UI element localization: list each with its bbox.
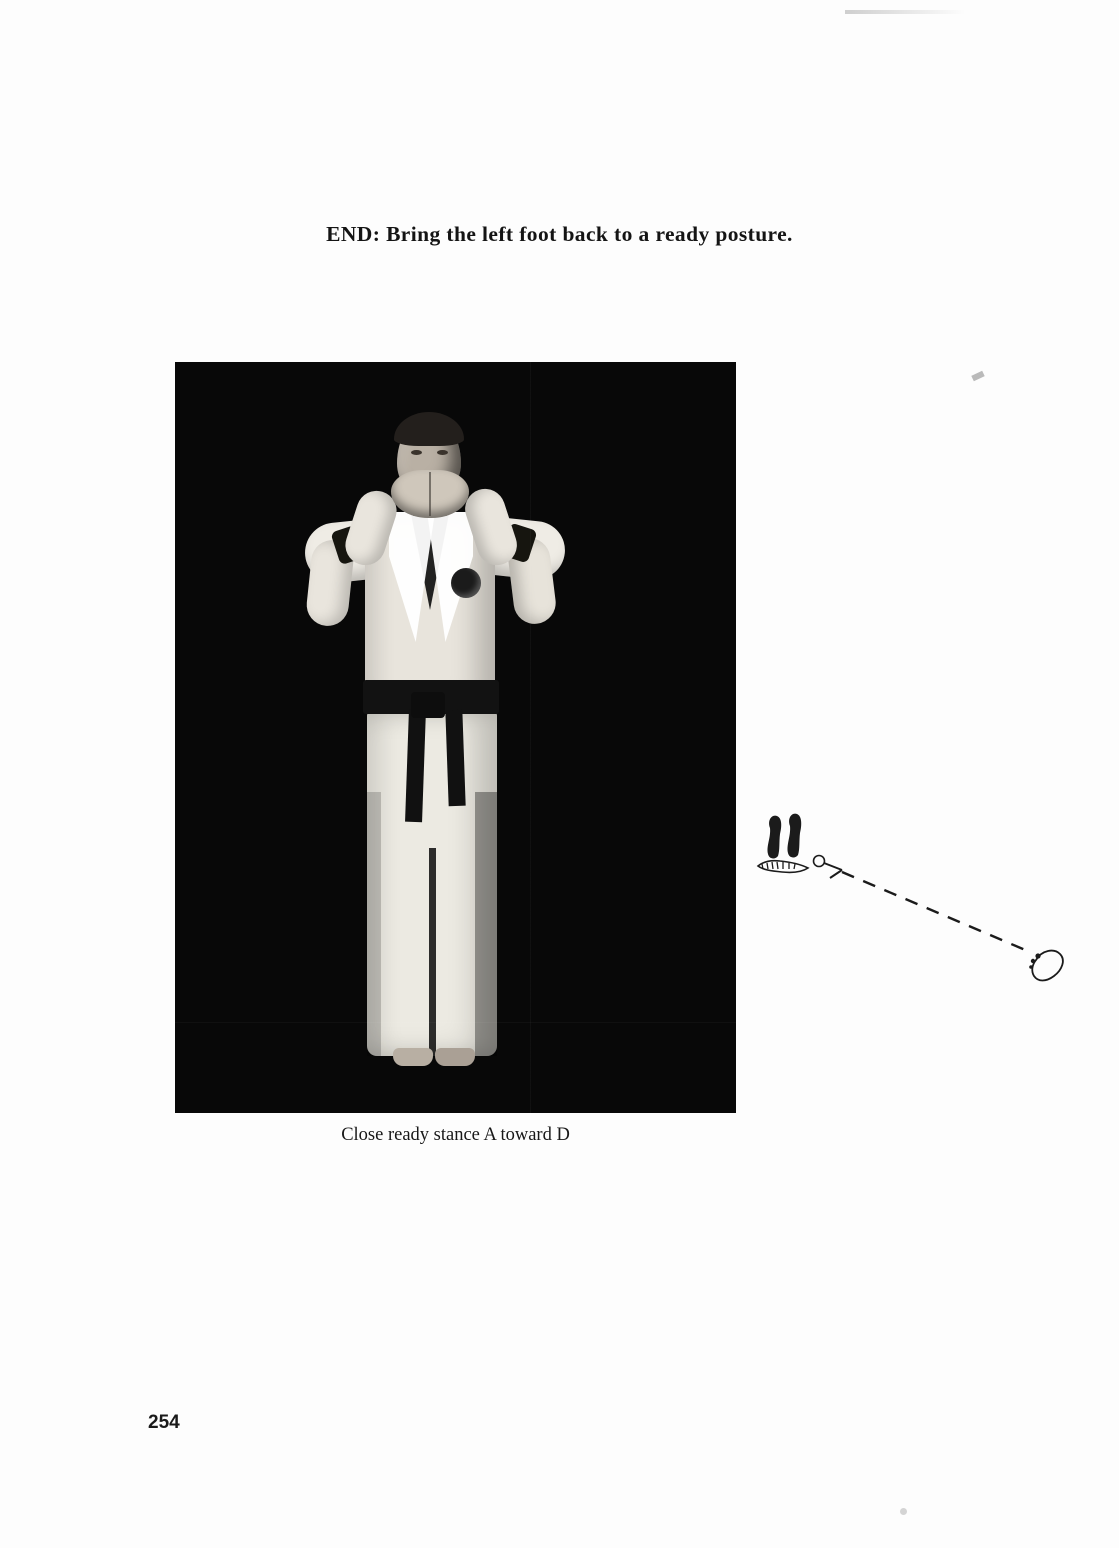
scan-dot-icon [900, 1508, 907, 1515]
scan-artifact-icon [845, 10, 965, 14]
figure-right-foot [435, 1048, 475, 1066]
page-number: 254 [148, 1412, 180, 1433]
footprint-origin-icon [1029, 951, 1063, 981]
dashed-movement-line [842, 872, 1030, 952]
figure-uniform-patch [451, 568, 481, 598]
figure-left-eye [411, 450, 422, 455]
figure-trousers-left-shadow [367, 792, 381, 1056]
figure-trousers-right-shadow [475, 792, 497, 1056]
figure-trousers-inseam [429, 848, 436, 1056]
figure-left-foot [393, 1048, 433, 1066]
photograph [175, 362, 736, 1113]
arrow-head-icon [814, 856, 843, 879]
scan-speck-icon [971, 371, 984, 382]
figure-right-eye [437, 450, 448, 455]
figure-belt-right-tail [445, 710, 465, 807]
figure-belt-knot [411, 692, 445, 718]
figure-hair [394, 412, 464, 446]
figure-fist-divide [429, 472, 431, 516]
footwork-diagram-svg [750, 810, 1080, 1010]
footprint-pair-icon [758, 814, 808, 873]
page-heading: END: Bring the left foot back to a ready posture. [326, 222, 793, 246]
footwork-diagram [750, 810, 1080, 1010]
photo-caption: Close ready stance A toward D [341, 1125, 570, 1145]
